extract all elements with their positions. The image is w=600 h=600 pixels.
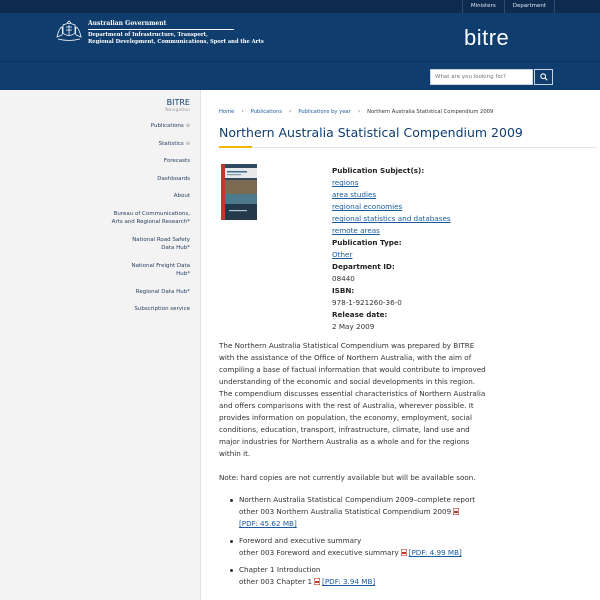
isbn-label: ISBN: xyxy=(332,286,355,295)
file-title: Foreword and executive summary xyxy=(239,536,362,545)
site-header xyxy=(0,13,600,61)
sidebar-item-label: About xyxy=(173,193,190,199)
list-item xyxy=(230,535,500,559)
release-date-label: Release date: xyxy=(332,310,388,319)
pdf-download-link[interactable]: [PDF: 45.62 MB] xyxy=(239,519,297,528)
title-divider xyxy=(252,147,597,148)
coat-of-arms-icon[interactable] xyxy=(54,19,84,43)
release-date-value: 2 May 2009 xyxy=(332,322,375,331)
search-band xyxy=(0,61,600,90)
page-title: Northern Australia Statistical Compendium 2009 xyxy=(219,125,523,140)
list-item xyxy=(230,564,500,588)
sidebar-item-road-safety-hub[interactable] xyxy=(40,236,190,253)
download-list xyxy=(230,494,500,593)
publication-metadata xyxy=(332,165,532,333)
file-detail: other 003 Chapter 1 xyxy=(239,577,313,586)
chevron-right-icon: › xyxy=(357,108,361,115)
sidebar-item-label: Statistics xyxy=(158,140,184,147)
breadcrumb-publications[interactable]: Publications xyxy=(250,108,282,115)
search-button[interactable] xyxy=(534,69,553,85)
sidebar-item-freight-hub[interactable] xyxy=(40,262,190,279)
type-link-other[interactable]: Other xyxy=(332,250,353,259)
breadcrumb-current: Northern Australia Statistical Compendium 2009 xyxy=(367,108,494,115)
expand-icon[interactable]: ⊕ xyxy=(185,140,190,147)
search-icon xyxy=(540,73,548,81)
pdf-icon xyxy=(314,578,320,585)
bitre-logo[interactable]: bitre xyxy=(464,25,510,50)
sidebar-heading xyxy=(165,98,190,113)
search-input[interactable] xyxy=(430,69,533,85)
sidebar-title[interactable]: BITRE xyxy=(166,98,190,107)
sidebar xyxy=(0,90,201,600)
publication-description: The Northern Australia Statistical Compendium was prepared by BITRE with the assistance of the Office of Northern Australia, with the aim of compiling a base of factual information that would contribute to improved understanding of the economic and social developments in this region. The compendium discusses essential characteristics of Northern Australia and offers comparisons with the rest of Australia, wherever possible. It provides information on population, the economy, employment, social conditions, education, transport, infrastructure, climate, land use and major industries for Northern Australia as a whole and for the regions within it. xyxy=(219,341,486,458)
isbn-value: 978-1-921260-36-0 xyxy=(332,298,402,307)
pdf-download-link[interactable]: [PDF: 4.99 MB] xyxy=(408,548,462,557)
government-divider xyxy=(88,29,234,30)
pdf-icon xyxy=(401,549,407,556)
chevron-right-icon: › xyxy=(288,108,292,115)
sidebar-item-label: Regional Data Hub* xyxy=(135,288,190,295)
sidebar-item-subscription[interactable] xyxy=(40,305,190,314)
sidebar-subtitle: Navigation xyxy=(165,108,190,113)
department-link[interactable]: Department xyxy=(504,0,555,13)
sidebar-item-dashboards[interactable] xyxy=(40,175,190,184)
utility-bar xyxy=(0,0,600,13)
breadcrumb-publications-by-year[interactable]: Publications by year xyxy=(298,108,351,115)
sidebar-item-label: Publications xyxy=(150,123,184,129)
subjects-label: Publication Subject(s): xyxy=(332,166,425,175)
ministers-link[interactable]: Ministers xyxy=(462,0,504,13)
sidebar-item-forecasts[interactable] xyxy=(40,157,190,166)
subject-link-regional-economies[interactable]: regional economies xyxy=(332,202,403,211)
file-detail: other 003 Northern Australia Statistical Compendium 2009 xyxy=(239,507,452,516)
department-id-value: 08440 xyxy=(332,274,355,283)
department-name-line2: Regional Development, Communications, Sport and the Arts xyxy=(88,39,264,45)
breadcrumb xyxy=(219,108,493,115)
list-item xyxy=(230,494,500,530)
subject-link-remote-areas[interactable]: remote areas xyxy=(332,226,380,235)
government-title: Australian Government xyxy=(88,20,167,27)
sidebar-item-label: National Freight Data Hub* xyxy=(131,262,190,277)
sidebar-item-label: Dashboards xyxy=(157,175,190,182)
pdf-icon xyxy=(453,508,459,515)
sidebar-nav xyxy=(40,122,190,323)
type-label: Publication Type: xyxy=(332,238,402,247)
utility-links xyxy=(462,0,555,13)
file-title: Northern Australia Statistical Compendium 2009–complete report xyxy=(239,495,476,504)
subject-link-regions[interactable]: regions xyxy=(332,178,359,187)
pdf-download-link[interactable]: [PDF: 3.94 MB] xyxy=(322,577,376,586)
expand-icon[interactable]: ⊕ xyxy=(185,123,190,129)
sidebar-item-label: Bureau of Communications, Arts and Regional Research* xyxy=(111,210,190,225)
report-cover-image[interactable] xyxy=(221,164,257,220)
sidebar-item-bcarr[interactable] xyxy=(40,210,190,227)
breadcrumb-home[interactable]: Home xyxy=(219,108,235,115)
sidebar-item-regional-hub[interactable] xyxy=(40,288,190,297)
department-id-label: Department ID: xyxy=(332,262,395,271)
sidebar-item-label: Forecasts xyxy=(163,158,190,164)
sidebar-item-statistics[interactable] xyxy=(40,140,190,149)
sidebar-item-about[interactable] xyxy=(40,192,190,201)
availability-note: Note: hard copies are not currently available but will be available soon. xyxy=(219,473,476,482)
sidebar-item-label: National Road Safety Data Hub* xyxy=(132,236,190,251)
file-detail: other 003 Foreword and executive summary xyxy=(239,548,399,557)
sidebar-item-label: Subscription service xyxy=(134,306,190,312)
department-name-line1: Department of Infrastructure, Transport, xyxy=(88,32,208,38)
sidebar-item-publications[interactable] xyxy=(40,122,190,131)
chevron-right-icon: › xyxy=(241,108,244,115)
file-title: Chapter 1 Introduction xyxy=(239,565,321,574)
subject-link-regional-statistics[interactable]: regional statistics and databases xyxy=(332,214,451,223)
title-accent-bar xyxy=(219,146,252,148)
subject-link-area-studies[interactable]: area studies xyxy=(332,190,377,199)
